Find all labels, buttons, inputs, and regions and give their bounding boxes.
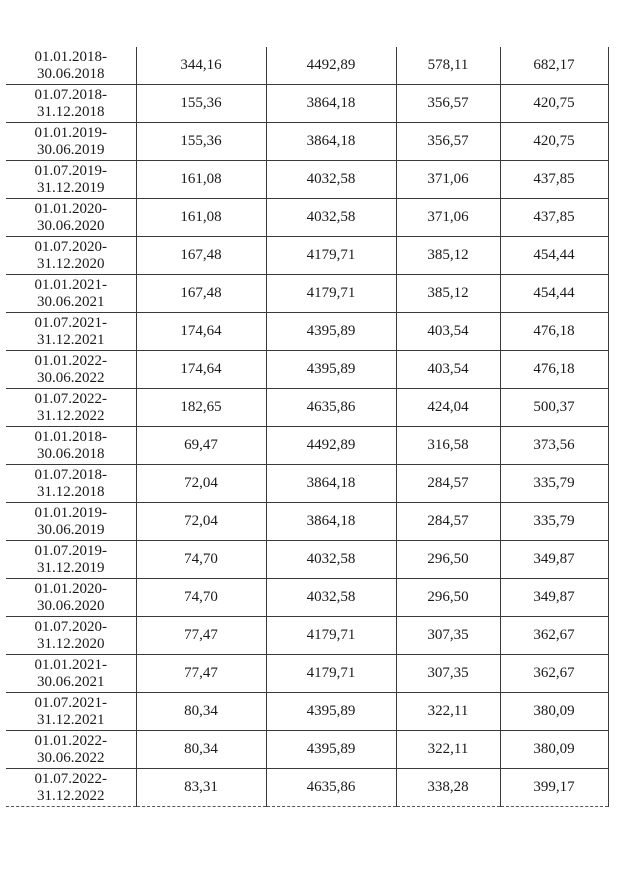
period-end: 31.12.2022 xyxy=(37,787,105,804)
table-row xyxy=(6,693,608,731)
value-cell-3: 296,50 xyxy=(396,541,500,579)
value-cell-2: 4492,89 xyxy=(266,47,396,85)
period-end: 30.06.2021 xyxy=(37,673,105,690)
period-cell xyxy=(6,389,136,427)
period-cell xyxy=(6,161,136,199)
value-cell-1: 80,34 xyxy=(136,731,266,769)
value-cell-4: 335,79 xyxy=(500,465,608,503)
period-cell xyxy=(6,313,136,351)
period-start: 01.07.2022- xyxy=(34,770,107,787)
value-cell-1: 161,08 xyxy=(136,161,266,199)
period-cell xyxy=(6,655,136,693)
period-cell xyxy=(6,47,136,85)
value-cell-1: 83,31 xyxy=(136,769,266,807)
value-cell-1: 182,65 xyxy=(136,389,266,427)
period-end: 31.12.2022 xyxy=(37,407,105,424)
value-cell-2: 4179,71 xyxy=(266,655,396,693)
value-cell-2: 4032,58 xyxy=(266,579,396,617)
value-cell-4: 682,17 xyxy=(500,47,608,85)
value-cell-2: 4395,89 xyxy=(266,693,396,731)
value-cell-2: 4032,58 xyxy=(266,161,396,199)
table-row xyxy=(6,123,608,161)
value-cell-1: 77,47 xyxy=(136,655,266,693)
table-row xyxy=(6,541,608,579)
period-cell xyxy=(6,123,136,161)
value-cell-4: 380,09 xyxy=(500,693,608,731)
period-end: 30.06.2020 xyxy=(37,217,105,234)
value-cell-1: 174,64 xyxy=(136,313,266,351)
table-row xyxy=(6,351,608,389)
period-start: 01.01.2019- xyxy=(34,504,107,521)
period-end: 31.12.2018 xyxy=(37,103,105,120)
period-cell xyxy=(6,351,136,389)
period-end: 30.06.2018 xyxy=(37,445,105,462)
value-cell-3: 322,11 xyxy=(396,693,500,731)
value-cell-3: 403,54 xyxy=(396,351,500,389)
tariff-table-body xyxy=(6,47,608,807)
period-end: 31.12.2021 xyxy=(37,331,105,348)
value-cell-4: 380,09 xyxy=(500,731,608,769)
period-cell xyxy=(6,693,136,731)
value-cell-4: 420,75 xyxy=(500,123,608,161)
value-cell-4: 399,17 xyxy=(500,769,608,807)
period-end: 30.06.2018 xyxy=(37,65,105,82)
value-cell-1: 80,34 xyxy=(136,693,266,731)
table-row xyxy=(6,237,608,275)
value-cell-1: 155,36 xyxy=(136,123,266,161)
period-start: 01.07.2020- xyxy=(34,618,107,635)
value-cell-2: 4395,89 xyxy=(266,731,396,769)
period-cell xyxy=(6,465,136,503)
value-cell-2: 4492,89 xyxy=(266,427,396,465)
value-cell-4: 349,87 xyxy=(500,579,608,617)
value-cell-1: 161,08 xyxy=(136,199,266,237)
table-row xyxy=(6,313,608,351)
value-cell-4: 335,79 xyxy=(500,503,608,541)
value-cell-3: 371,06 xyxy=(396,199,500,237)
value-cell-3: 307,35 xyxy=(396,617,500,655)
value-cell-4: 437,85 xyxy=(500,199,608,237)
table-row xyxy=(6,617,608,655)
value-cell-3: 424,04 xyxy=(396,389,500,427)
period-cell xyxy=(6,85,136,123)
period-start: 01.01.2020- xyxy=(34,580,107,597)
value-cell-2: 3864,18 xyxy=(266,123,396,161)
period-start: 01.01.2020- xyxy=(34,200,107,217)
value-cell-2: 3864,18 xyxy=(266,465,396,503)
table-row xyxy=(6,769,608,807)
period-start: 01.07.2022- xyxy=(34,390,107,407)
period-cell xyxy=(6,237,136,275)
table-row xyxy=(6,427,608,465)
value-cell-2: 4395,89 xyxy=(266,313,396,351)
table-row xyxy=(6,503,608,541)
value-cell-2: 3864,18 xyxy=(266,503,396,541)
period-end: 30.06.2019 xyxy=(37,521,105,538)
value-cell-3: 338,28 xyxy=(396,769,500,807)
table-row xyxy=(6,389,608,427)
period-end: 31.12.2021 xyxy=(37,711,105,728)
period-end: 30.06.2022 xyxy=(37,749,105,766)
period-start: 01.01.2019- xyxy=(34,124,107,141)
period-start: 01.07.2019- xyxy=(34,162,107,179)
value-cell-3: 578,11 xyxy=(396,47,500,85)
period-start: 01.07.2018- xyxy=(34,466,107,483)
table-row xyxy=(6,199,608,237)
period-end: 30.06.2021 xyxy=(37,293,105,310)
value-cell-2: 4179,71 xyxy=(266,275,396,313)
period-end: 31.12.2020 xyxy=(37,255,105,272)
period-end: 31.12.2020 xyxy=(37,635,105,652)
value-cell-4: 373,56 xyxy=(500,427,608,465)
period-start: 01.07.2020- xyxy=(34,238,107,255)
value-cell-3: 307,35 xyxy=(396,655,500,693)
value-cell-1: 344,16 xyxy=(136,47,266,85)
period-start: 01.01.2021- xyxy=(34,656,107,673)
table-row xyxy=(6,275,608,313)
period-cell xyxy=(6,731,136,769)
value-cell-2: 4179,71 xyxy=(266,617,396,655)
value-cell-4: 362,67 xyxy=(500,617,608,655)
period-cell xyxy=(6,541,136,579)
period-cell xyxy=(6,579,136,617)
value-cell-4: 476,18 xyxy=(500,351,608,389)
period-start: 01.01.2022- xyxy=(34,732,107,749)
value-cell-1: 74,70 xyxy=(136,579,266,617)
value-cell-4: 420,75 xyxy=(500,85,608,123)
value-cell-4: 349,87 xyxy=(500,541,608,579)
value-cell-4: 362,67 xyxy=(500,655,608,693)
value-cell-1: 74,70 xyxy=(136,541,266,579)
value-cell-1: 167,48 xyxy=(136,275,266,313)
period-start: 01.01.2021- xyxy=(34,276,107,293)
value-cell-4: 454,44 xyxy=(500,237,608,275)
value-cell-1: 174,64 xyxy=(136,351,266,389)
table-row xyxy=(6,579,608,617)
table-row xyxy=(6,161,608,199)
value-cell-2: 4032,58 xyxy=(266,541,396,579)
tariff-table xyxy=(6,47,609,807)
period-end: 30.06.2020 xyxy=(37,597,105,614)
table-row xyxy=(6,47,608,85)
table-row xyxy=(6,465,608,503)
value-cell-3: 385,12 xyxy=(396,275,500,313)
value-cell-3: 403,54 xyxy=(396,313,500,351)
value-cell-1: 72,04 xyxy=(136,503,266,541)
value-cell-1: 77,47 xyxy=(136,617,266,655)
period-cell xyxy=(6,503,136,541)
period-start: 01.07.2019- xyxy=(34,542,107,559)
value-cell-1: 72,04 xyxy=(136,465,266,503)
period-cell xyxy=(6,769,136,807)
period-start: 01.01.2018- xyxy=(34,428,107,445)
value-cell-3: 284,57 xyxy=(396,503,500,541)
period-start: 01.07.2018- xyxy=(34,86,107,103)
period-end: 30.06.2019 xyxy=(37,141,105,158)
value-cell-3: 322,11 xyxy=(396,731,500,769)
value-cell-2: 4032,58 xyxy=(266,199,396,237)
value-cell-1: 155,36 xyxy=(136,85,266,123)
value-cell-3: 356,57 xyxy=(396,123,500,161)
period-start: 01.01.2022- xyxy=(34,352,107,369)
period-start: 01.07.2021- xyxy=(34,694,107,711)
table-row xyxy=(6,731,608,769)
value-cell-3: 296,50 xyxy=(396,579,500,617)
value-cell-2: 4635,86 xyxy=(266,769,396,807)
value-cell-1: 167,48 xyxy=(136,237,266,275)
value-cell-2: 4635,86 xyxy=(266,389,396,427)
value-cell-2: 4395,89 xyxy=(266,351,396,389)
value-cell-4: 437,85 xyxy=(500,161,608,199)
period-end: 31.12.2019 xyxy=(37,179,105,196)
value-cell-3: 371,06 xyxy=(396,161,500,199)
value-cell-4: 454,44 xyxy=(500,275,608,313)
value-cell-3: 385,12 xyxy=(396,237,500,275)
period-start: 01.07.2021- xyxy=(34,314,107,331)
value-cell-3: 316,58 xyxy=(396,427,500,465)
table-row xyxy=(6,85,608,123)
value-cell-2: 3864,18 xyxy=(266,85,396,123)
period-end: 31.12.2019 xyxy=(37,559,105,576)
value-cell-2: 4179,71 xyxy=(266,237,396,275)
period-end: 30.06.2022 xyxy=(37,369,105,386)
period-cell xyxy=(6,275,136,313)
period-cell xyxy=(6,617,136,655)
period-start: 01.01.2018- xyxy=(34,48,107,65)
value-cell-4: 476,18 xyxy=(500,313,608,351)
value-cell-1: 69,47 xyxy=(136,427,266,465)
value-cell-4: 500,37 xyxy=(500,389,608,427)
value-cell-3: 284,57 xyxy=(396,465,500,503)
value-cell-3: 356,57 xyxy=(396,85,500,123)
period-end: 31.12.2018 xyxy=(37,483,105,500)
period-cell xyxy=(6,199,136,237)
table-row xyxy=(6,655,608,693)
period-cell xyxy=(6,427,136,465)
